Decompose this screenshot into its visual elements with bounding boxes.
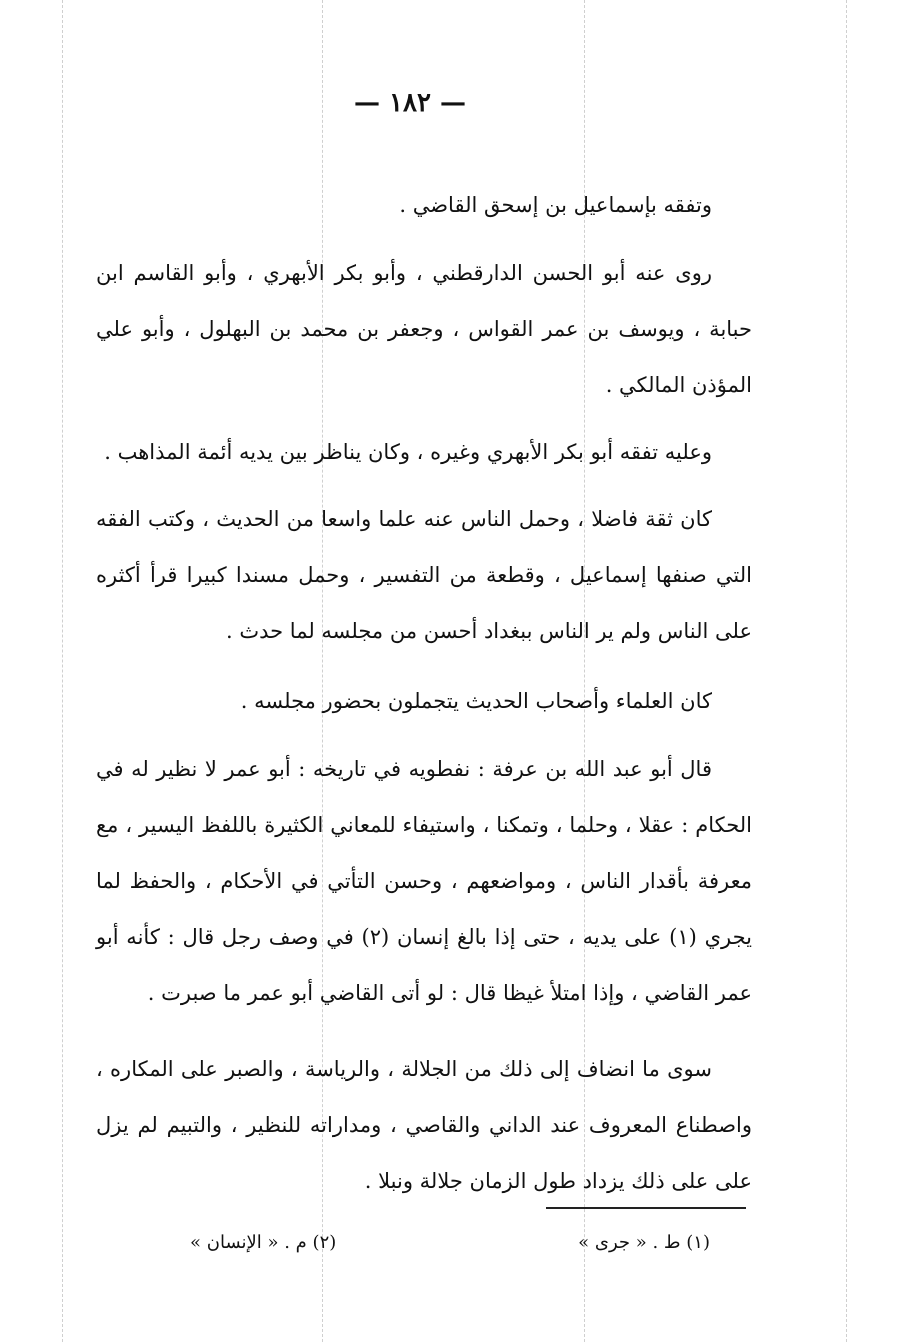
paragraph: سوى ما انضاف إلى ذلك من الجلالة ، والرياسة ، والصبر على المكاره ، واصطناع المعروف عند الداني والقاصي ، ومداراته للنظير ، والتبيم لم يزل على على ذلك يزداد طول الزمان جلالة ونبلا . [96,1057,752,1193]
footnote-1: (١) ط . « جرى » [578,1232,710,1253]
paragraph: قال أبو عبد الله بن عرفة : نفطويه في تاريخه : أبو عمر لا نظير له في الحكام : عقلا ، وحلما ، وتمكنا ، واستيفاء للمعاني الكثيرة باللفظ اليسير ، مع معرفة بأقدار الناس ، ومواضعهم ، وحسن التأتي في الأحكام ، والحفظ لما يجري (١) على يديه ، حتى إذا بالغ إنسان (٢) في وصف رجل قال : كأنه أبو عمر القاضي ، وإذا امتلأ غيظا قال : لو أتى القاضي أبو عمر ما صبرت . [96,757,752,1005]
paragraph: كان العلماء وأصحاب الحديث يتجملون بحضور مجلسه . [240,689,712,713]
scan-grid-line [846,0,847,1342]
paragraph: روى عنه أبو الحسن الدارقطني ، وأبو بكر الأبهري ، وأبو القاسم ابن حبابة ، ويوسف بن عمر القواس ، وجعفر بن محمد بن البهلول ، وأبو علي المؤذن المالكي . [96,261,752,397]
page-number: — ١٨٢ — [353,88,467,118]
paragraph: وتفقه بإسماعيل بن إسحق القاضي . [399,193,712,217]
footnote-2: (٢) م . « الإنسان » [190,1232,337,1253]
footnote-divider [546,1207,746,1209]
footnotes [190,1232,710,1253]
scan-grid-line [62,0,63,1342]
paragraph: وعليه تفقه أبو بكر الأبهري وغيره ، وكان يناظر بين يديه أئمة المذاهب . [104,440,712,464]
paragraph: كان ثقة فاضلا ، وحمل الناس عنه علما واسعا من الحديث ، وكتب الفقه التي صنفها إسماعيل ، وقطعة من التفسير ، وحمل مسندا كبيرا قرأ أكثره على الناس ولم ير الناس ببغداد أحسن من مجلسه لما حدث . [96,507,752,643]
